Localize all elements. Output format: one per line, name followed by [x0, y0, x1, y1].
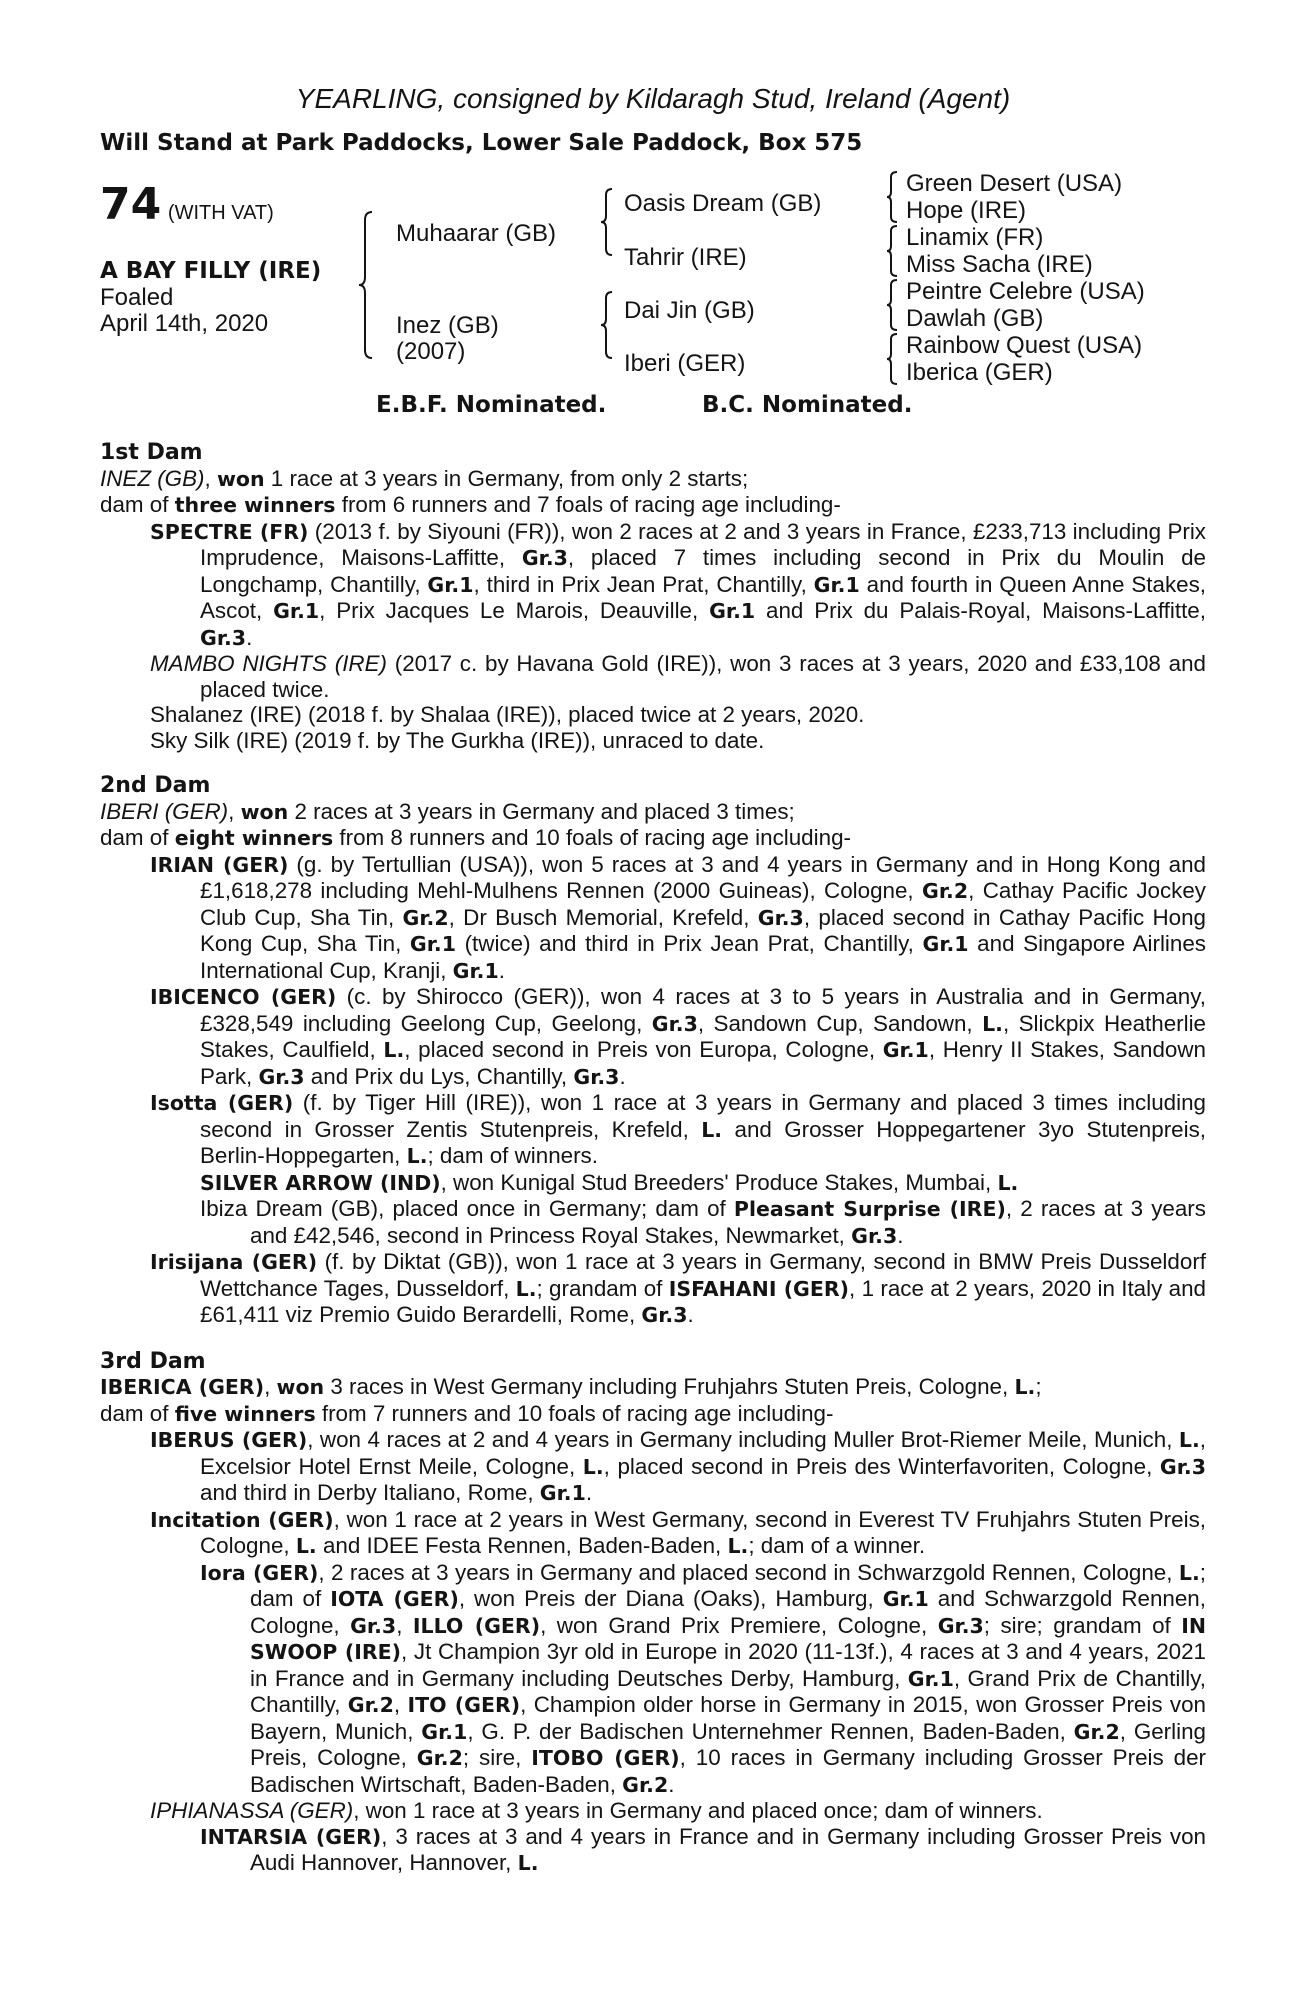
- produce-line: dam of three winners from 6 runners and 7 foals of racing age including-: [100, 492, 841, 517]
- foaled-label: Foaled: [100, 284, 174, 311]
- brace-ds: [884, 278, 900, 332]
- pedigree-sire-dam: Tahrir (IRE): [624, 244, 747, 271]
- lot-number-line: [100, 180, 274, 230]
- pedigree-dam-dam: Iberi (GER): [624, 350, 746, 377]
- bc-nominated: B.C. Nominated.: [702, 392, 913, 418]
- foal-entry: Shalanez (IRE) (2018 f. by Shalaa (IRE)), placed twice at 2 years, 2020.: [150, 702, 865, 727]
- brace-sd: [884, 224, 900, 278]
- foal-entry: IPHIANASSA (GER), won 1 race at 3 years in Germany and placed once; dam of winners.: [150, 1798, 1043, 1823]
- vat-note: (WITH VAT): [167, 202, 274, 224]
- second-dam-heading: 2nd Dam: [100, 773, 211, 798]
- foal-entry: Incitation (GER), won 1 race at 2 years in West Germany, second in Everest TV Fruhjahrs Stuten Preis, Cologne, L. and IDEE Festa Rennen, Baden-Baden, L.; dam of a winner.: [150, 1506, 1206, 1558]
- pedigree-sds: Linamix (FR): [906, 224, 1044, 251]
- pedigree-dam: Inez (GB): [396, 312, 499, 339]
- pedigree-sire-sire: Oasis Dream (GB): [624, 190, 822, 217]
- grandfoal-entry: Ibiza Dream (GB), placed once in Germany; dam of Pleasant Surprise (IRE), 2 races at 3 years and £42,546, second in Princess Royal Stakes, Newmarket, Gr.3.: [200, 1196, 1206, 1248]
- foal-entry: IBERUS (GER), won 4 races at 2 and 4 years in Germany including Muller Brot-Riemer Meile, Munich, L., Excelsior Hotel Ernst Meile, Cologne, L., placed second in Preis des Winterfavoriten, Cologne, Gr.3 and third in Derby Italiano, Rome, Gr.1.: [150, 1427, 1206, 1505]
- foal-entry: SPECTRE (FR) (2013 f. by Siyouni (FR)), won 2 races at 2 and 3 years in France, £233,713 including Prix Imprudence, Maisons-Laffitte, Gr.3, placed 7 times including second in Prix du Moulin de Longchamp, Chantilly, Gr.1, third in Prix Jean Prat, Chantilly, Gr.1 and fourth in Queen Anne Stakes, Ascot, Gr.1, Prix Jacques Le Marois, Deauville, Gr.1 and Prix du Palais-Royal, Maisons-Laffitte, Gr.3.: [150, 518, 1207, 650]
- third-dam-section: [100, 1349, 1206, 1877]
- foal-entry: MAMBO NIGHTS (IRE) (2017 c. by Havana Gold (IRE)), won 3 races at 3 years, 2020 and £33,108 and placed twice.: [150, 651, 1207, 702]
- pedigree-sdd: Miss Sacha (IRE): [906, 251, 1093, 278]
- pedigree-sss: Green Desert (USA): [906, 170, 1123, 197]
- pedigree-dam-sire: Dai Jin (GB): [624, 297, 755, 324]
- brace-ss: [884, 170, 900, 224]
- pedigree-dam-year: (2007): [396, 338, 466, 365]
- foal-entry: IBICENCO (GER) (c. by Shirocco (GER)), won 4 races at 3 to 5 years in Australia and in Germany, £328,549 including Geelong Cup, Geelong, Gr.3, Sandown Cup, Sandown, L., Slickpix Heatherlie Stakes, Caulfield, L., placed second in Preis von Europa, Cologne, Gr.1, Henry II Stakes, Sandown Park, Gr.3 and Prix du Lys, Chantilly, Gr.3.: [150, 984, 1207, 1089]
- ebf-nominated: E.B.F. Nominated.: [376, 392, 607, 418]
- produce-line: dam of eight winners from 8 runners and 10 foals of racing age including-: [100, 825, 851, 850]
- pedigree-dsd: Dawlah (GB): [906, 305, 1044, 332]
- grandfoal-entry: INTARSIA (GER), 3 races at 3 and 4 years in France and in Germany including Grosser Preis von Audi Hannover, Hannover, L.: [200, 1823, 1206, 1875]
- second-dam-section: [100, 773, 1206, 1329]
- lot-number: 74: [100, 179, 162, 230]
- foal-entry: Irisijana (GER) (f. by Diktat (GB)), won 1 race at 3 years in Germany, second in BMW Preis Dusseldorf Wettchance Tages, Dusseldorf, L.; grandam of ISFAHANI (GER), 1 race at 2 years, 2020 in Italy and £61,411 viz Premio Guido Berardelli, Rome, Gr.3.: [150, 1249, 1206, 1327]
- pedigree-block: [100, 170, 1206, 420]
- dam-line: INEZ (GB), won 1 race at 3 years in Germany, from only 2 starts;: [100, 465, 749, 491]
- first-dam-section: [100, 440, 1206, 753]
- pedigree-ssd: Hope (IRE): [906, 197, 1027, 224]
- foal-entry: IRIAN (GER) (g. by Tertullian (USA)), won 5 races at 3 and 4 years in Germany and in Hong Kong and £1,618,278 including Mehl-Mulhens Rennen (2000 Guineas), Cologne, Gr.2, Cathay Pacific Jockey Club Cup, Sha Tin, Gr.2, Dr Busch Memorial, Krefeld, Gr.3, placed second in Cathay Pacific Hong Kong Cup, Sha Tin, Gr.1 (twice) and third in Prix Jean Prat, Chantilly, Gr.1 and Singapore Airlines International Cup, Kranji, Gr.1.: [150, 851, 1207, 983]
- brace-dd: [884, 332, 900, 386]
- foaled-date: April 14th, 2020: [100, 310, 269, 337]
- pedigree-dss: Peintre Celebre (USA): [906, 278, 1145, 305]
- pedigree-sire: Muhaarar (GB): [396, 220, 557, 247]
- produce-line: dam of five winners from 7 runners and 10 foals of racing age including-: [100, 1400, 834, 1426]
- pedigree-ddd: Iberica (GER): [906, 359, 1053, 386]
- consignor-title: YEARLING, consigned by Kildaragh Stud, Ireland (Agent): [295, 83, 1011, 114]
- brace-sire: [598, 187, 616, 257]
- lot-name: A BAY FILLY (IRE): [100, 258, 322, 284]
- dam-line: IBERI (GER), won 2 races at 3 years in Germany and placed 3 times;: [100, 798, 795, 824]
- dam-line: IBERICA (GER), won 3 races in West Germany including Fruhjahrs Stuten Preis, Cologne, L.;: [100, 1374, 1042, 1399]
- foal-entry: Isotta (GER) (f. by Tiger Hill (IRE)), won 1 race at 3 years in Germany and placed 3 times including second in Grosser Zentis Stutenpreis, Krefeld, L. and Grosser Hoppegartener 3yo Stutenpreis, Berlin-Hoppegarten, L.; dam of winners.: [150, 1090, 1206, 1168]
- foal-entry: Sky Silk (IRE) (2019 f. by The Gurkha (IRE)), unraced to date.: [150, 727, 765, 753]
- catalogue-page: [100, 82, 1206, 1877]
- brace-dam: [598, 290, 616, 360]
- pedigree-dds: Rainbow Quest (USA): [906, 332, 1143, 359]
- grandfoal-entry: SILVER ARROW (IND), won Kunigal Stud Breeders' Produce Stakes, Mumbai, L.: [200, 1169, 1019, 1195]
- brace-main: [356, 210, 376, 360]
- stand-location: Will Stand at Park Paddocks, Lower Sale Paddock, Box 575: [100, 130, 863, 156]
- third-dam-heading: 3rd Dam: [100, 1348, 206, 1374]
- first-dam-heading: 1st Dam: [100, 440, 203, 465]
- grandfoal-entry: Iora (GER), 2 races at 3 years in Germany and placed second in Schwarzgold Rennen, Cologne, L.; dam of IOTA (GER), won Preis der Diana (Oaks), Hamburg, Gr.1 and Schwarzgold Rennen, Cologne, Gr.3, ILLO (GER), won Grand Prix Premiere, Cologne, Gr.3; sire; grandam of IN SWOOP (IRE), Jt Champion 3yr old in Europe in 2020 (11-13f.), 4 races at 3 and 4 years, 2021 in France and in Germany including Deutsches Derby, Hamburg, Gr.1, Grand Prix de Chantilly, Chantilly, Gr.2, ITO (GER), Champion older horse in Germany in 2015, won Grosser Preis von Bayern, Munich, Gr.1, G. P. der Badischen Unternehmer Rennen, Baden-Baden, Gr.2, Gerling Preis, Cologne, Gr.2; sire, ITOBO (GER), 10 races in Germany including Grosser Preis der Badischen Wirtschaft, Baden-Baden, Gr.2.: [200, 1559, 1207, 1797]
